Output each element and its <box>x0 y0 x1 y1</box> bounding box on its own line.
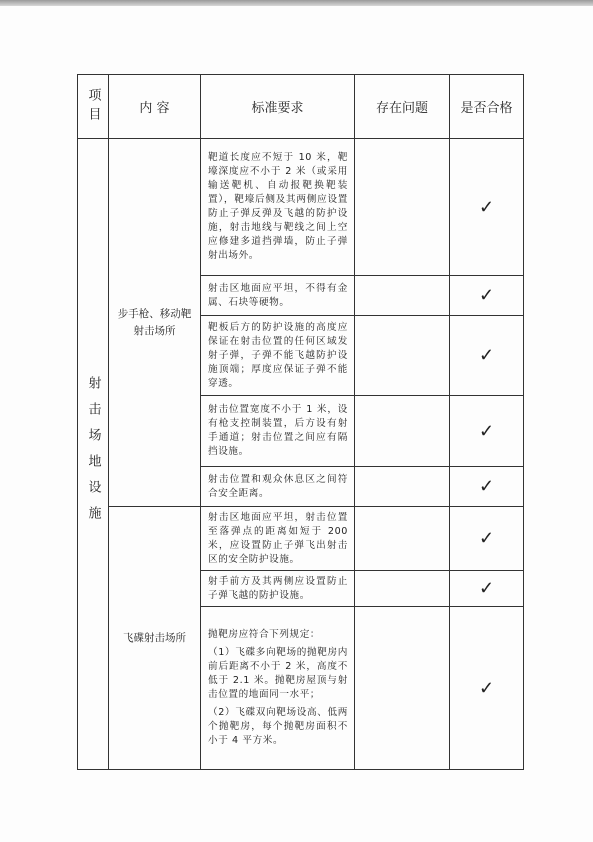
category-cell: 飞碟射击场所 <box>109 507 201 770</box>
table-row <box>78 507 524 571</box>
issue-cell[interactable] <box>355 316 450 396</box>
standard-cell: 射击区地面应平坦，不得有金属、石块等硬物。 <box>201 276 355 316</box>
standard-cell: 靶道长度应不短于 10 米，靶壕深度应不小于 2 米（或采用输送靶机、自动报靶换靶装置），靶壕后侧及其两侧应设置防止子弹反弹及飞越的防护设施，射击地线与靶线之间上空应修建多道挡弹墙，防止子弹射出场外。 <box>201 139 355 276</box>
pass-check-cell[interactable]: ✓ <box>450 571 524 607</box>
issue-cell[interactable] <box>355 571 450 607</box>
standard-intro: 抛靶房应符合下列规定： <box>208 629 321 640</box>
issue-cell[interactable] <box>355 396 450 467</box>
pass-check-cell[interactable]: ✓ <box>450 139 524 276</box>
header-standard: 标准要求 <box>201 75 355 139</box>
issue-cell[interactable] <box>355 276 450 316</box>
table-row <box>78 139 524 276</box>
issue-cell[interactable] <box>355 139 450 276</box>
category-cell: 步手枪、移动靶射击场所 <box>109 139 201 507</box>
pass-check-cell[interactable]: ✓ <box>450 396 524 467</box>
standard-clause-1: （1）飞碟多向靶场的抛靶房内前后距离不小于 2 米，高度不低于 2.1 米。抛靶房屋顶与射击位置的地面同一水平； <box>208 647 348 700</box>
header-pass: 是否合格 <box>450 75 524 139</box>
standard-cell: 射手前方及其两侧应设置防止子弹飞越的防护设施。 <box>201 571 355 607</box>
issue-cell[interactable] <box>355 607 450 770</box>
standard-cell: 射击位置和观众休息区之间符合安全距离。 <box>201 467 355 507</box>
item-cell: 射击场地设施 <box>78 139 109 770</box>
standard-cell: 射击区地面应平坦，射击位置至落弹点的距离如短于 200 米，应设置防止子弹飞出射击区的安全防护设施。 <box>201 507 355 571</box>
standard-clause-2: （2）飞碟双向靶场设高、低两个抛靶房，每个抛靶房面积不小于 4 平方米。 <box>208 707 348 746</box>
pass-check-cell[interactable]: ✓ <box>450 467 524 507</box>
header-item: 项目 <box>78 75 109 139</box>
pass-check-cell[interactable]: ✓ <box>450 316 524 396</box>
header-content: 内 容 <box>109 75 201 139</box>
standard-cell: 射击位置宽度不小于 1 米，设有枪支控制装置，后方设有射手通道；射击位置之间应有隔挡设施。 <box>201 396 355 467</box>
issue-cell[interactable] <box>355 507 450 571</box>
standard-cell: 靶板后方的防护设施的高度应保证在射击位置的任何区域发射子弹，子弹不能飞越防护设施顶端；厚度应保证子弹不能穿透。 <box>201 316 355 396</box>
pass-check-cell[interactable]: ✓ <box>450 276 524 316</box>
issue-cell[interactable] <box>355 467 450 507</box>
standard-cell <box>201 607 355 770</box>
pass-check-cell[interactable]: ✓ <box>450 607 524 770</box>
inspection-table <box>77 74 524 770</box>
header-issues: 存在问题 <box>355 75 450 139</box>
header-row <box>78 75 524 139</box>
pass-check-cell[interactable]: ✓ <box>450 507 524 571</box>
